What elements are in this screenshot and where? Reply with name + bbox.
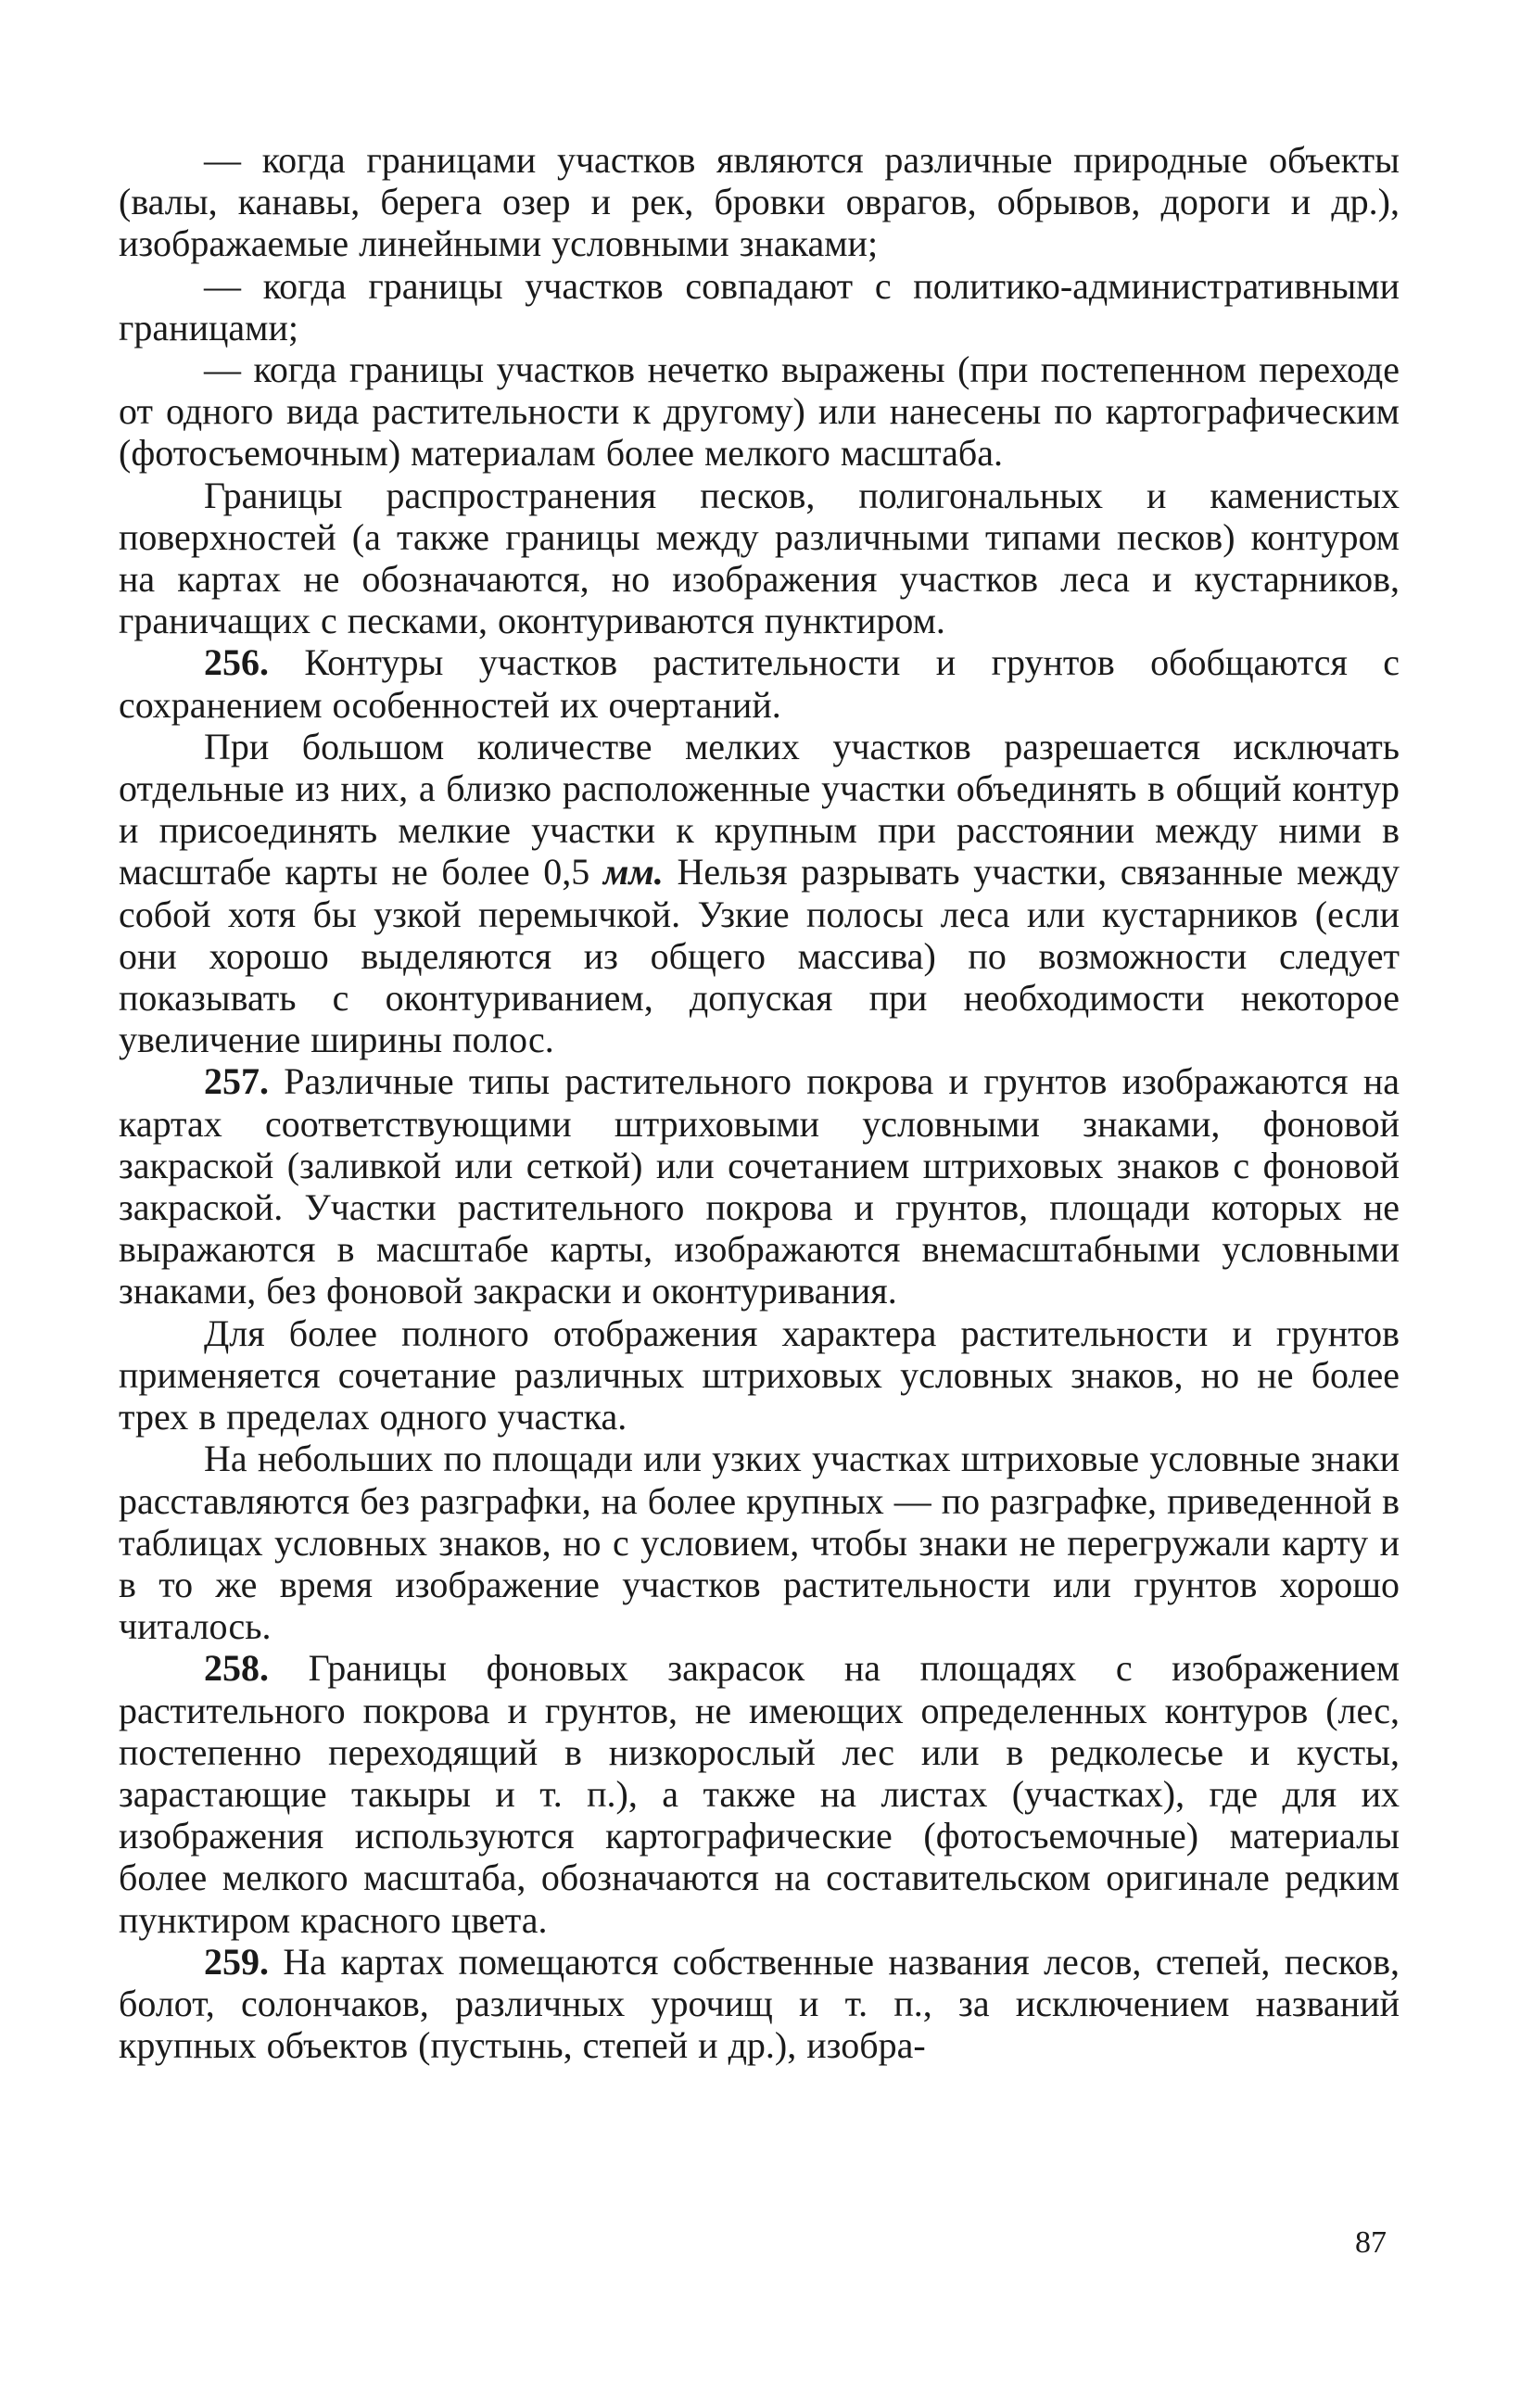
paragraph-8: [119, 1312, 1400, 1438]
section-number: 258.: [204, 1647, 269, 1690]
paragraph-text: Для более полного отображения характера растительности и грунтов применяется сочетание различных штриховых условных знаков, но не более трех в пределах одного участка.: [119, 1312, 1400, 1438]
paragraph-text: — когда границами участков являются различные природные объекты (валы, канавы, берега озер и рек, бровки оврагов, обрывов, дороги и др.), изображаемые линейными условными знаками;: [119, 139, 1400, 265]
paragraph-text: Границы распространения песков, полигональных и каменистых поверхностей (а также границы между различными типами песков) контуром на картах не обозначаются, но изображения участков леса и кустарников, граничащих с песками, оконтуриваются пунктиром.: [119, 474, 1400, 642]
paragraph-256: [119, 641, 1400, 725]
paragraph-text: На небольших по площади или узких участках штриховые условные знаки расставляются без разграфки, на более крупных — по разграфке, приведенной в таблицах условных знаков, но с условием, чтобы знаки не перегружали карту и в то же время изображение участков растительности или грунтов хорошо читалось.: [119, 1438, 1400, 1648]
page-text: [119, 139, 1400, 2066]
paragraph-text: Нельзя разрывать участки, связанные между собой хотя бы узкой перемычкой. Узкие полосы леса или кустарников (если они хорошо выделяются из общего массива) по возможности следует показывать с оконтуриванием, допуская при необходимости некоторое увеличение ширины полос.: [119, 851, 1400, 1061]
unit-mm: мм.: [602, 851, 664, 893]
page-number: 87: [1355, 2225, 1387, 2260]
paragraph-3: [119, 349, 1400, 475]
paragraph-text: Различные типы растительного покрова и грунтов изображаются на картах соответствующими штриховыми условными знаками, фоновой закраской (заливкой или сеткой) или сочетанием штриховых знаков с фоновой закраской. Участки растительного покрова и грунтов, площади которых не выражаются в масштабе карты, изображаются внемасштабными условными знаками, без фоновой закраски и оконтуривания.: [119, 1060, 1400, 1312]
paragraph-text: Границы фоновых закрасок на площадях с изображением растительного покрова и грунтов, не имеющих определенных контуров (лес, постепенно переходящий в низкорослый лес или в редколесье и кусты, зарастающие такыры и т. п.), а также на листах (участках), где для их изображения используются картографические (фотосъемочные) материалы более мелкого масштаба, обозначаются на составительском оригинале редким пунктиром красного цвета.: [119, 1647, 1400, 1941]
paragraph-258: [119, 1647, 1400, 1940]
paragraph-text: При большом количестве мелких участков разрешается исключать отдельные из них, а близко расположенные участки объединять в общий контур и присоединять мелкие участки к крупным при расстоянии между ними в масштабе карты не более 0,5: [119, 725, 1400, 893]
paragraph-text: Контуры участков растительности и грунтов обобщаются с сохранением особенностей их очертаний.: [119, 641, 1400, 726]
section-number: 257.: [204, 1060, 269, 1103]
paragraph-text: На картах помещаются собственные названия лесов, степей, песков, болот, солончаков, различных урочищ и т. п., за исключением названий крупных объектов (пустынь, степей и др.), изобра-: [119, 1940, 1400, 2067]
paragraph-1: [119, 139, 1400, 265]
paragraph-2: [119, 265, 1400, 349]
paragraph-6: [119, 726, 1400, 1061]
paragraph-text: — когда границы участков нечетко выражены (при постепенном переходе от одного вида растительности к другому) или нанесены по картографическим (фотосъемочным) материалам более мелкого масштаба.: [119, 349, 1400, 475]
paragraph-text: — когда границы участков совпадают с политико-административными границами;: [119, 264, 1400, 349]
paragraph-9: [119, 1438, 1400, 1647]
section-number: 259.: [204, 1940, 269, 1983]
section-number: 256.: [204, 641, 269, 684]
paragraph-4: [119, 475, 1400, 642]
paragraph-259: [119, 1941, 1400, 2067]
paragraph-257: [119, 1060, 1400, 1312]
